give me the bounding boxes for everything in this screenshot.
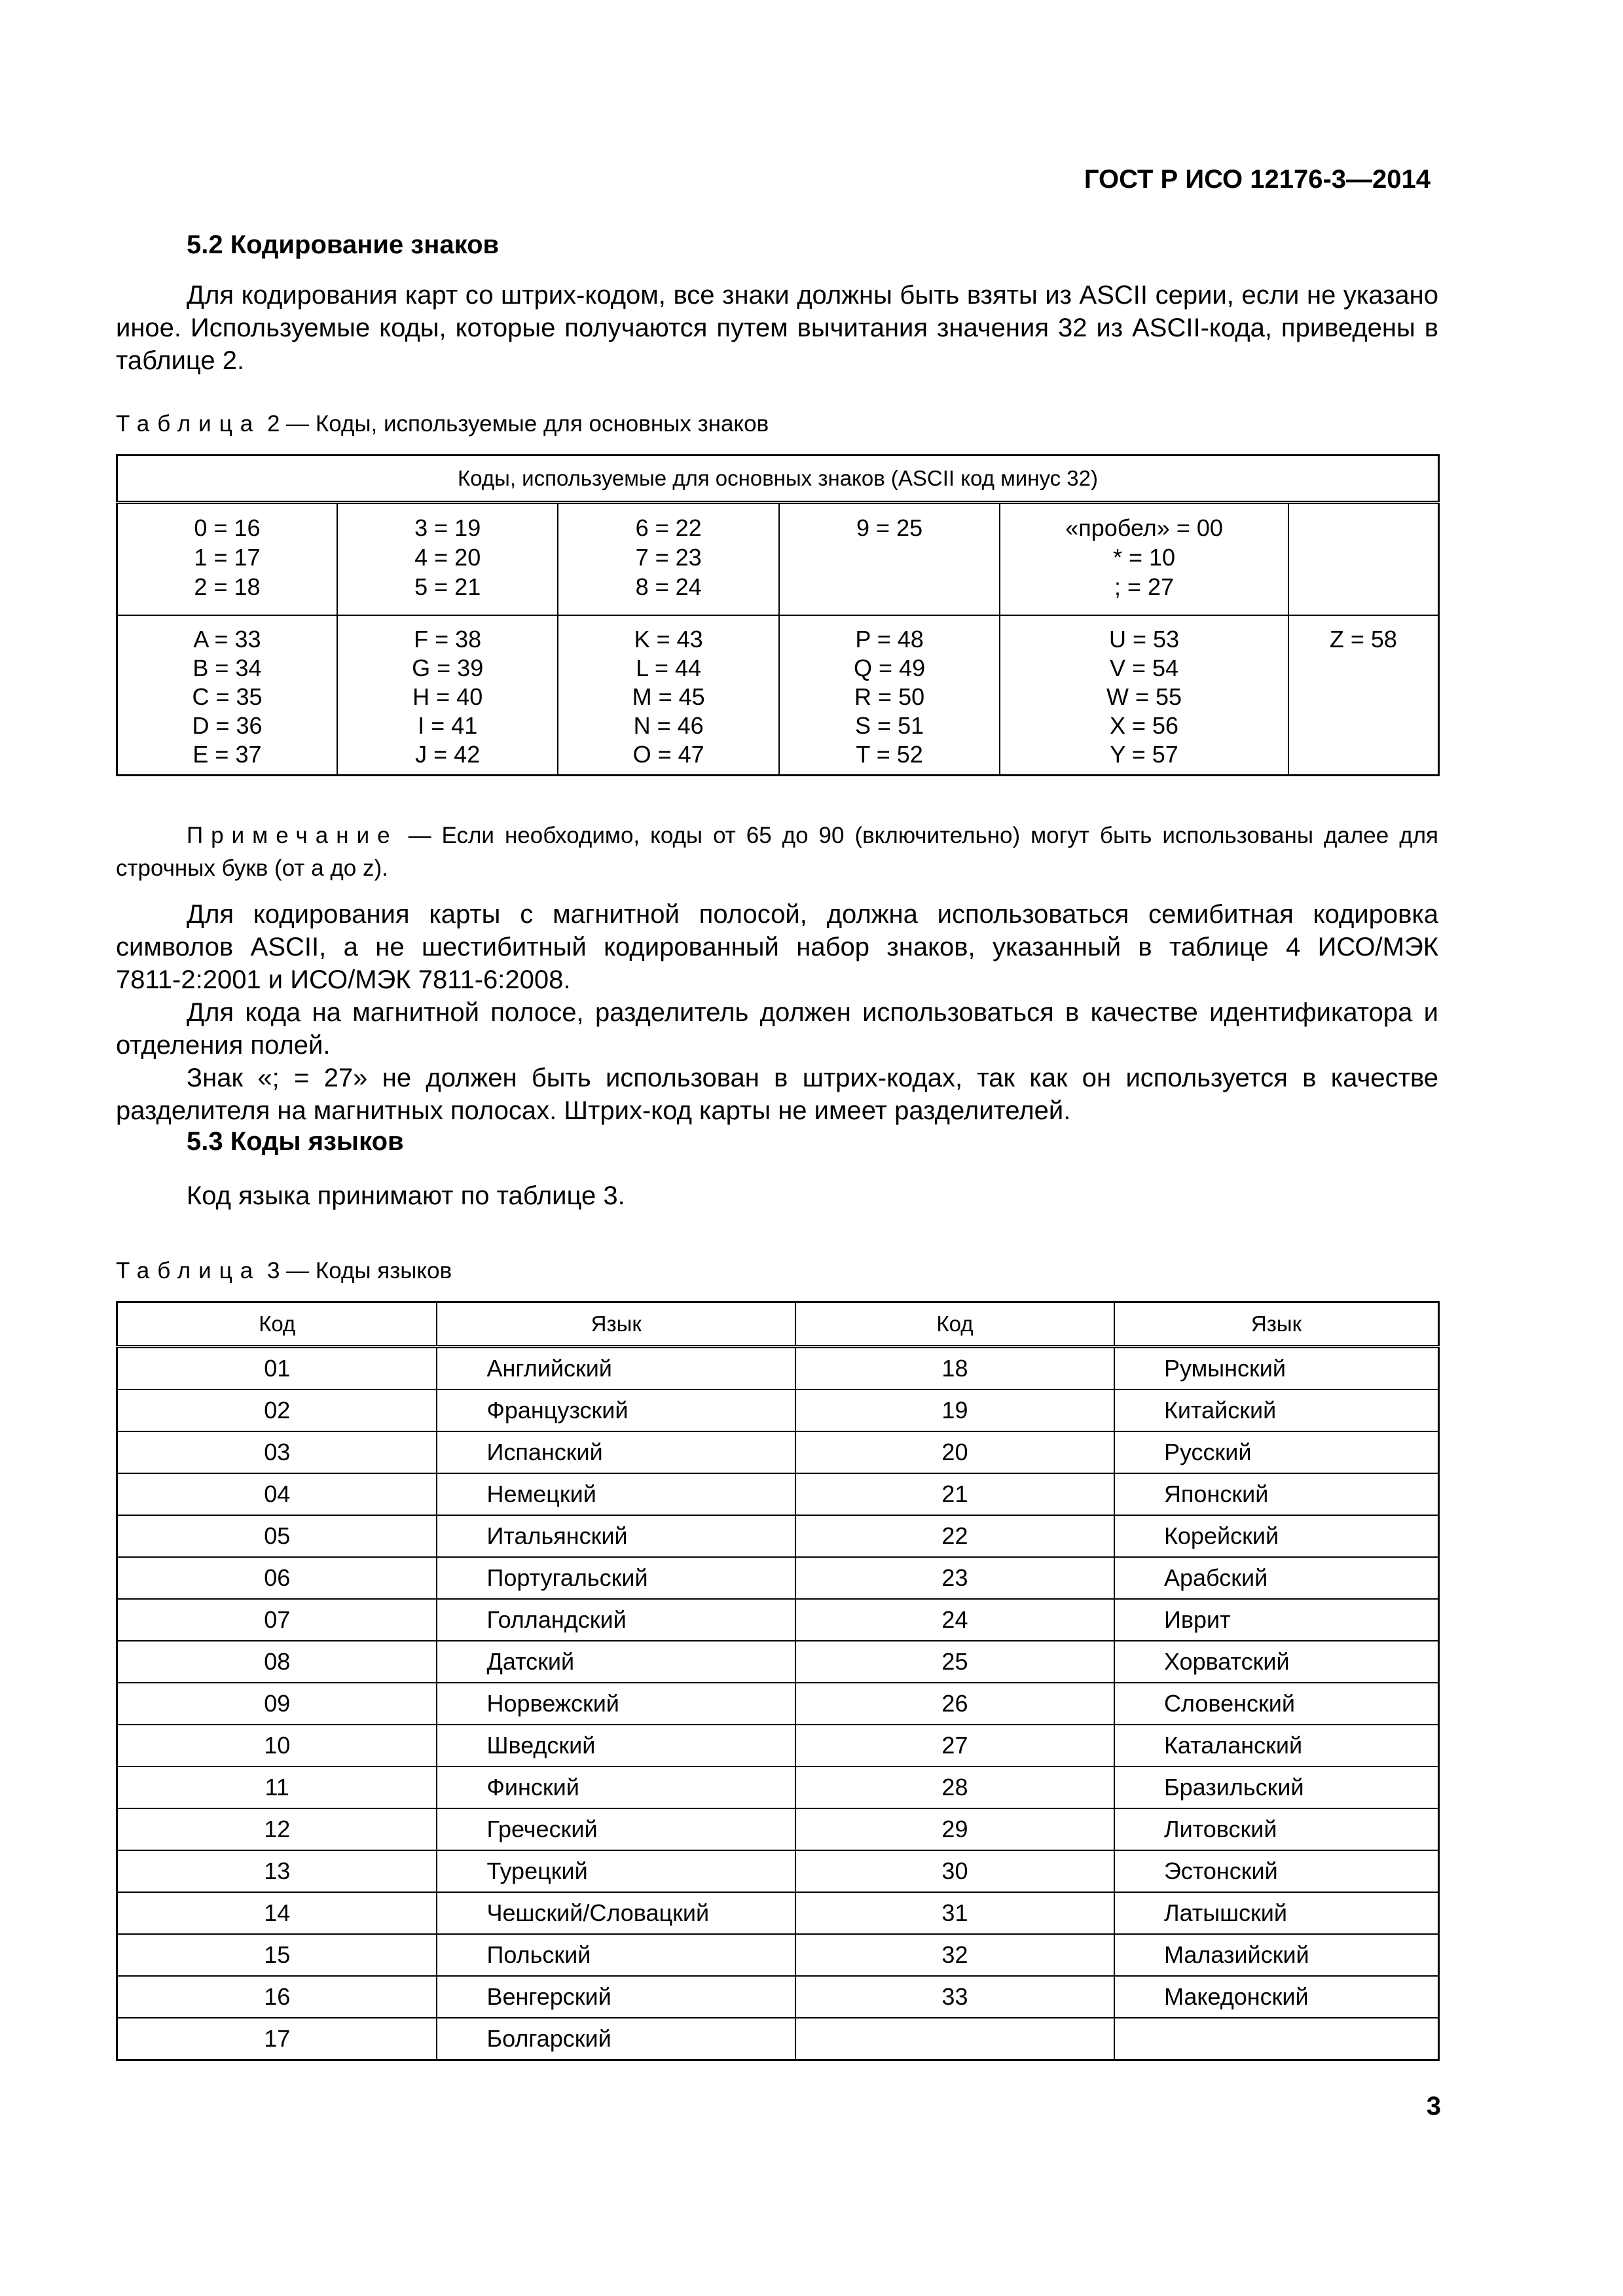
language-name-cell: Иврит [1114, 1599, 1439, 1641]
table3-header-language: Язык [1114, 1302, 1439, 1347]
table-row [117, 1599, 1439, 1641]
table-row [117, 1934, 1439, 1976]
table2-cell: «пробел» = 00 * = 10 ; = 27 [1000, 503, 1288, 616]
table3-caption-text: 3 — Коды языков [266, 1258, 452, 1283]
language-code-cell: 33 [795, 1976, 1114, 2018]
language-code-cell [795, 2018, 1114, 2060]
language-name-cell: Корейский [1114, 1515, 1439, 1557]
language-name-cell: Болгарский [437, 2018, 795, 2060]
table3-body [117, 1347, 1439, 2060]
language-name-cell: Каталанский [1114, 1725, 1439, 1767]
language-name-cell: Турецкий [437, 1850, 795, 1892]
paragraph-1-line-2: символов ASCII, а не шестибитный кодированный набор знаков, указанный в таблице 4 ИСО/МЭК [116, 933, 1438, 961]
language-code-cell: 01 [117, 1347, 437, 1390]
language-code-cell: 06 [117, 1557, 437, 1599]
table2-cell: F = 38 G = 39 H = 40 I = 41 J = 42 [337, 615, 558, 776]
language-code-cell: 05 [117, 1515, 437, 1557]
language-code-cell: 13 [117, 1850, 437, 1892]
table2-caption-text: 2 — Коды, используемые для основных знаков [266, 411, 769, 437]
table2-note [116, 819, 1438, 885]
language-code-cell: 12 [117, 1808, 437, 1850]
table-row [117, 1473, 1439, 1515]
language-code-cell: 23 [795, 1557, 1114, 1599]
language-name-cell: Французский [437, 1390, 795, 1431]
language-name-cell: Китайский [1114, 1390, 1439, 1431]
language-name-cell: Испанский [437, 1431, 795, 1473]
section-5-2-intro [116, 279, 1438, 377]
table2-caption-prefix: Таблица [116, 411, 261, 437]
table-row [117, 1641, 1439, 1683]
note-prefix: Примечание [187, 823, 398, 848]
language-name-cell: Финский [437, 1767, 795, 1808]
language-code-cell: 31 [795, 1892, 1114, 1934]
language-code-cell: 30 [795, 1850, 1114, 1892]
table2-cell: 0 = 16 1 = 17 2 = 18 [117, 503, 337, 616]
language-name-cell: Русский [1114, 1431, 1439, 1473]
table2-cell: 3 = 19 4 = 20 5 = 21 [337, 503, 558, 616]
language-code-cell: 28 [795, 1767, 1114, 1808]
language-code-cell: 22 [795, 1515, 1114, 1557]
language-code-cell: 10 [117, 1725, 437, 1767]
language-code-cell: 26 [795, 1683, 1114, 1725]
table2-cell: 9 = 25 [779, 503, 1000, 616]
language-code-cell: 18 [795, 1347, 1114, 1390]
table3-caption-prefix: Таблица [116, 1258, 261, 1283]
language-code-cell: 27 [795, 1725, 1114, 1767]
table2-cell: 6 = 22 7 = 23 8 = 24 [558, 503, 778, 616]
language-code-cell: 02 [117, 1390, 437, 1431]
language-name-cell: Румынский [1114, 1347, 1439, 1390]
table2-cell: A = 33 B = 34 C = 35 D = 36 E = 37 [117, 615, 337, 776]
table-row [117, 1976, 1439, 2018]
table2-cell: U = 53 V = 54 W = 55 X = 56 Y = 57 [1000, 615, 1288, 776]
language-name-cell: Датский [437, 1641, 795, 1683]
table-row [117, 1390, 1439, 1431]
language-code-cell: 07 [117, 1599, 437, 1641]
table-row [117, 1892, 1439, 1934]
table-row [117, 1557, 1439, 1599]
table-row [117, 1725, 1439, 1767]
table2-row-letters [117, 615, 1439, 776]
language-name-cell: Английский [437, 1347, 795, 1390]
language-name-cell: Польский [437, 1934, 795, 1976]
language-code-cell: 09 [117, 1683, 437, 1725]
language-name-cell: Литовский [1114, 1808, 1439, 1850]
paragraph-1-line-1: Для кодирования карты с магнитной полосой, должна использоваться семибитная кодировка [187, 900, 1438, 929]
language-name-cell: Португальский [437, 1557, 795, 1599]
table-row [117, 1347, 1439, 1390]
language-name-cell: Шведский [437, 1725, 795, 1767]
language-name-cell: Чешский/Словацкий [437, 1892, 795, 1934]
language-code-cell: 08 [117, 1641, 437, 1683]
paragraph-2 [116, 996, 1438, 1062]
table3-header-row [117, 1302, 1439, 1347]
table2-basic-codes [116, 454, 1440, 776]
language-name-cell: Итальянский [437, 1515, 795, 1557]
language-code-cell: 15 [117, 1934, 437, 1976]
language-code-cell: 21 [795, 1473, 1114, 1515]
section-5-3-intro [116, 1179, 1438, 1212]
language-name-cell: Хорватский [1114, 1641, 1439, 1683]
language-code-cell: 04 [117, 1473, 437, 1515]
table2-cell: K = 43 L = 44 M = 45 N = 46 O = 47 [558, 615, 778, 776]
table-row [117, 1683, 1439, 1725]
language-code-cell: 24 [795, 1599, 1114, 1641]
paragraph-1-line-3: 7811-2:2001 и ИСО/МЭК 7811-6:2008. [116, 965, 571, 994]
table2-header: Коды, используемые для основных знаков (ASCII код минус 32) [117, 456, 1439, 503]
section-5-2-intro-text: Для кодирования карт со штрих-кодом, все знаки должны быть взяты из ASCII серии, если не указано иное. Используемые коды, которые получаются путем вычитания значения 32 из ASCII-кода, приведены в таблице 2. [116, 281, 1438, 375]
document-code: ГОСТ Р ИСО 12176-3—2014 [1084, 165, 1431, 194]
section-5-2-title: 5.2 Кодирование знаков [187, 230, 500, 259]
language-code-cell: 32 [795, 1934, 1114, 1976]
table-row [117, 1850, 1439, 1892]
language-code-cell: 03 [117, 1431, 437, 1473]
language-code-cell: 14 [117, 1892, 437, 1934]
table-row [117, 1767, 1439, 1808]
paragraph-3-text: Знак «; = 27» не должен быть использован в штрих-кодах, так как он используется в качестве разделителя на магнитных полосах. Штрих-код карты не имеет разделителей. [116, 1064, 1438, 1125]
table2-cell: P = 48 Q = 49 R = 50 S = 51 T = 52 [779, 615, 1000, 776]
table3-header-language: Язык [437, 1302, 795, 1347]
table3-caption [116, 1258, 452, 1284]
section-5-3-title: 5.3 Коды языков [187, 1127, 404, 1156]
language-name-cell: Греческий [437, 1808, 795, 1850]
page-number: 3 [1426, 2092, 1441, 2121]
language-name-cell: Словенский [1114, 1683, 1439, 1725]
language-code-cell: 25 [795, 1641, 1114, 1683]
language-name-cell: Бразильский [1114, 1767, 1439, 1808]
language-name-cell: Венгерский [437, 1976, 795, 2018]
language-code-cell: 19 [795, 1390, 1114, 1431]
language-name-cell: Японский [1114, 1473, 1439, 1515]
table-row [117, 1515, 1439, 1557]
table2-row-digits [117, 503, 1439, 616]
table3-header-code: Код [117, 1302, 437, 1347]
language-code-cell: 20 [795, 1431, 1114, 1473]
language-name-cell: Арабский [1114, 1557, 1439, 1599]
table3-language-codes [116, 1301, 1440, 2061]
language-name-cell: Македонский [1114, 1976, 1439, 2018]
language-code-cell: 16 [117, 1976, 437, 2018]
table2-cell: Z = 58 [1288, 615, 1439, 776]
language-name-cell: Малазийский [1114, 1934, 1439, 1976]
language-name-cell [1114, 2018, 1439, 2060]
paragraph-2-text: Для кода на магнитной полосе, разделитель должен использоваться в качестве идентификатора и отделения полей. [116, 998, 1438, 1060]
language-code-cell: 17 [117, 2018, 437, 2060]
section-5-3-intro-text: Код языка принимают по таблице 3. [187, 1181, 625, 1210]
language-name-cell: Латышский [1114, 1892, 1439, 1934]
table3-header-code: Код [795, 1302, 1114, 1347]
language-code-cell: 29 [795, 1808, 1114, 1850]
language-code-cell: 11 [117, 1767, 437, 1808]
language-name-cell: Немецкий [437, 1473, 795, 1515]
table-row [117, 2018, 1439, 2060]
language-name-cell: Норвежский [437, 1683, 795, 1725]
note-text: — Если необходимо, коды от 65 до 90 (включительно) могут быть использованы далее для строчных букв (от а до z). [116, 823, 1438, 881]
language-name-cell: Эстонский [1114, 1850, 1439, 1892]
table-row [117, 1431, 1439, 1473]
language-name-cell: Голландский [437, 1599, 795, 1641]
paragraph-3 [116, 1062, 1438, 1127]
table-row [117, 1808, 1439, 1850]
table2-caption [116, 411, 769, 437]
table2-cell-empty [1288, 503, 1439, 616]
